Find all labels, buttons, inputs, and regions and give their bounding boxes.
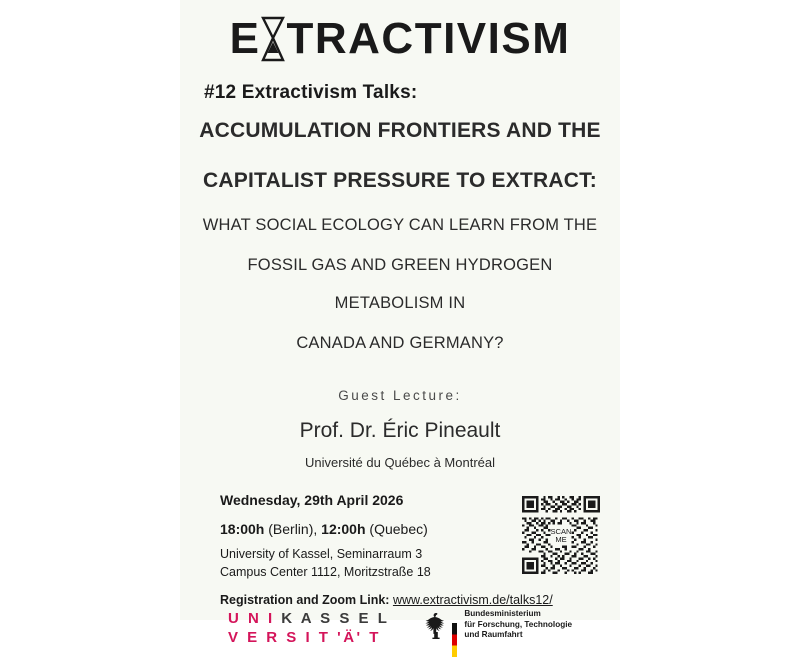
event-time-quebec-zone: (Quebec) bbox=[369, 521, 428, 537]
poster bbox=[180, 0, 620, 646]
speaker-affiliation: Université du Québec à Montréal bbox=[304, 455, 496, 470]
venue-line-2: Campus Center 1112, Moritzstraße 18 bbox=[220, 565, 431, 579]
registration-link[interactable]: www.extractivism.de/talks12/ bbox=[392, 593, 553, 607]
svg-text:ME: ME bbox=[555, 535, 567, 545]
svg-text:SCAN: SCAN bbox=[550, 526, 572, 536]
event-details bbox=[198, 492, 602, 607]
registration-row bbox=[220, 593, 602, 607]
event-time-berlin-zone: (Berlin), bbox=[268, 521, 318, 537]
talk-number: #12 Extractivism Talks: bbox=[204, 82, 418, 103]
talk-title-line-2: CAPITALIST PRESSURE TO EXTRACT: bbox=[203, 169, 597, 192]
bmbf-logo bbox=[423, 609, 572, 657]
brand-logo-text bbox=[198, 10, 602, 68]
registration-label: Registration and Zoom Link: bbox=[220, 593, 390, 607]
bmbf-ministry-name bbox=[464, 609, 572, 641]
talk-title-line-1: ACCUMULATION FRONTIERS AND THE bbox=[199, 119, 601, 142]
brand-logo bbox=[198, 10, 602, 68]
bmbf-line-1: Bundesministerium bbox=[464, 609, 541, 618]
event-date: Wednesday, 29th April 2026 bbox=[220, 492, 404, 508]
qr-code-icon[interactable] bbox=[522, 496, 600, 574]
event-time-berlin: 18:00h bbox=[220, 521, 265, 537]
uni-kassel-line-1-pink: U N I bbox=[227, 610, 275, 627]
event-time-quebec: 12:00h bbox=[321, 521, 366, 537]
bmbf-line-3: und Raumfahrt bbox=[464, 630, 523, 639]
venue-line-1: University of Kassel, Seminarraum 3 bbox=[220, 547, 423, 561]
bmbf-line-2: für Forschung, Technologie bbox=[464, 619, 573, 629]
german-flag-bar bbox=[452, 623, 457, 657]
talk-subtitle-line-2: FOSSIL GAS AND GREEN HYDROGEN METABOLISM IN bbox=[247, 256, 553, 312]
guest-lecture-label: Guest Lecture: bbox=[338, 388, 462, 403]
uni-kassel-line-2: V E R S I T 'Ä' T bbox=[227, 629, 381, 646]
uni-kassel-line-1-dark: K A S S E L bbox=[281, 610, 390, 627]
brand-logo-text-before: E bbox=[229, 14, 261, 63]
uni-kassel-logo bbox=[228, 609, 389, 647]
federal-eagle-icon bbox=[423, 609, 449, 648]
hourglass-icon bbox=[260, 10, 286, 68]
footer-logos bbox=[198, 609, 602, 671]
talk-subtitle-line-3: CANADA AND GERMANY? bbox=[296, 334, 504, 352]
speaker-name: Prof. Dr. Éric Pineault bbox=[299, 419, 501, 442]
brand-logo-text-after: TRACTIVISM bbox=[286, 14, 571, 63]
talk-subtitle-line-1: WHAT SOCIAL ECOLOGY CAN LEARN FROM THE bbox=[202, 216, 598, 234]
